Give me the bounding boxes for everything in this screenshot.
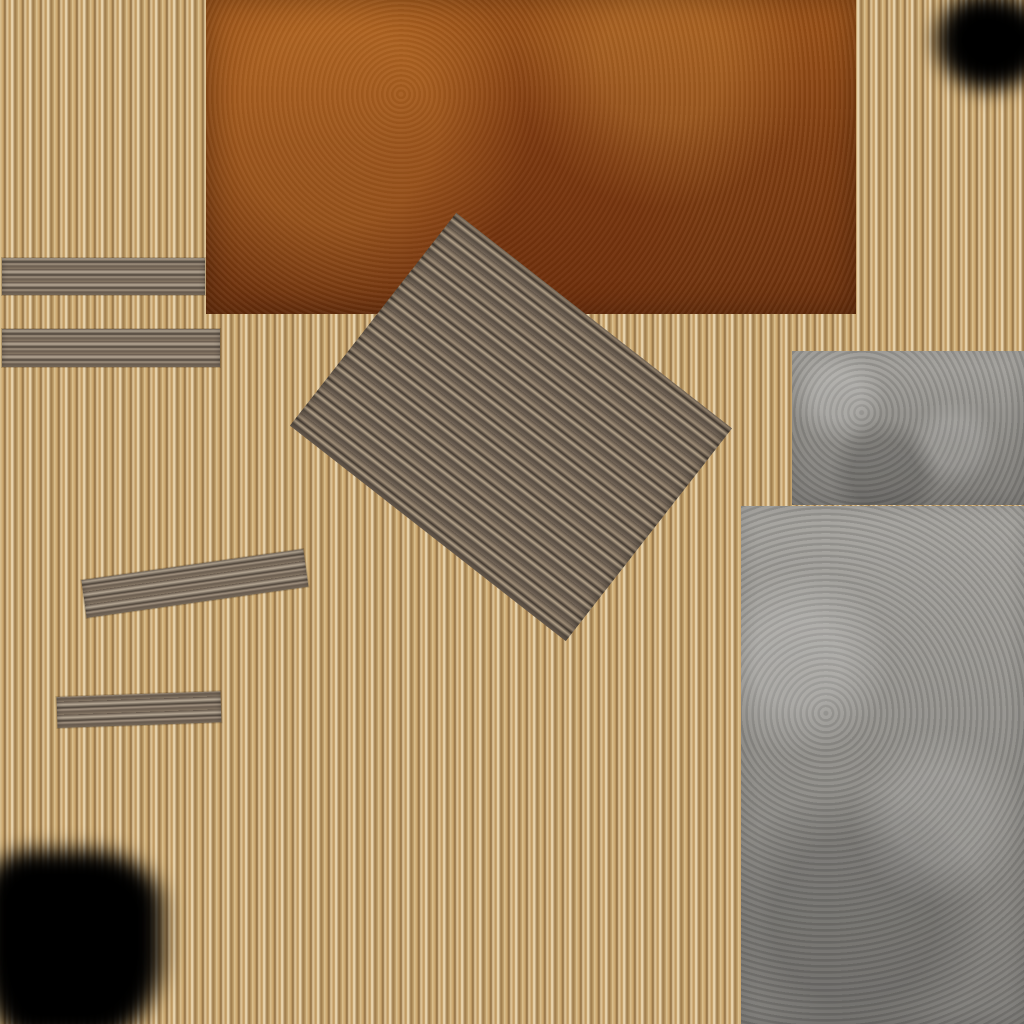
bark-strip-upper-left xyxy=(2,329,220,367)
bark-strip-lower-left xyxy=(56,691,221,728)
bottom-left-shadow xyxy=(0,850,162,1024)
leather-panel xyxy=(206,0,856,314)
stone-panel-top-right xyxy=(792,351,1024,505)
stone-panel-bottom-right xyxy=(741,506,1024,1024)
bark-strip-top-left xyxy=(2,258,205,295)
